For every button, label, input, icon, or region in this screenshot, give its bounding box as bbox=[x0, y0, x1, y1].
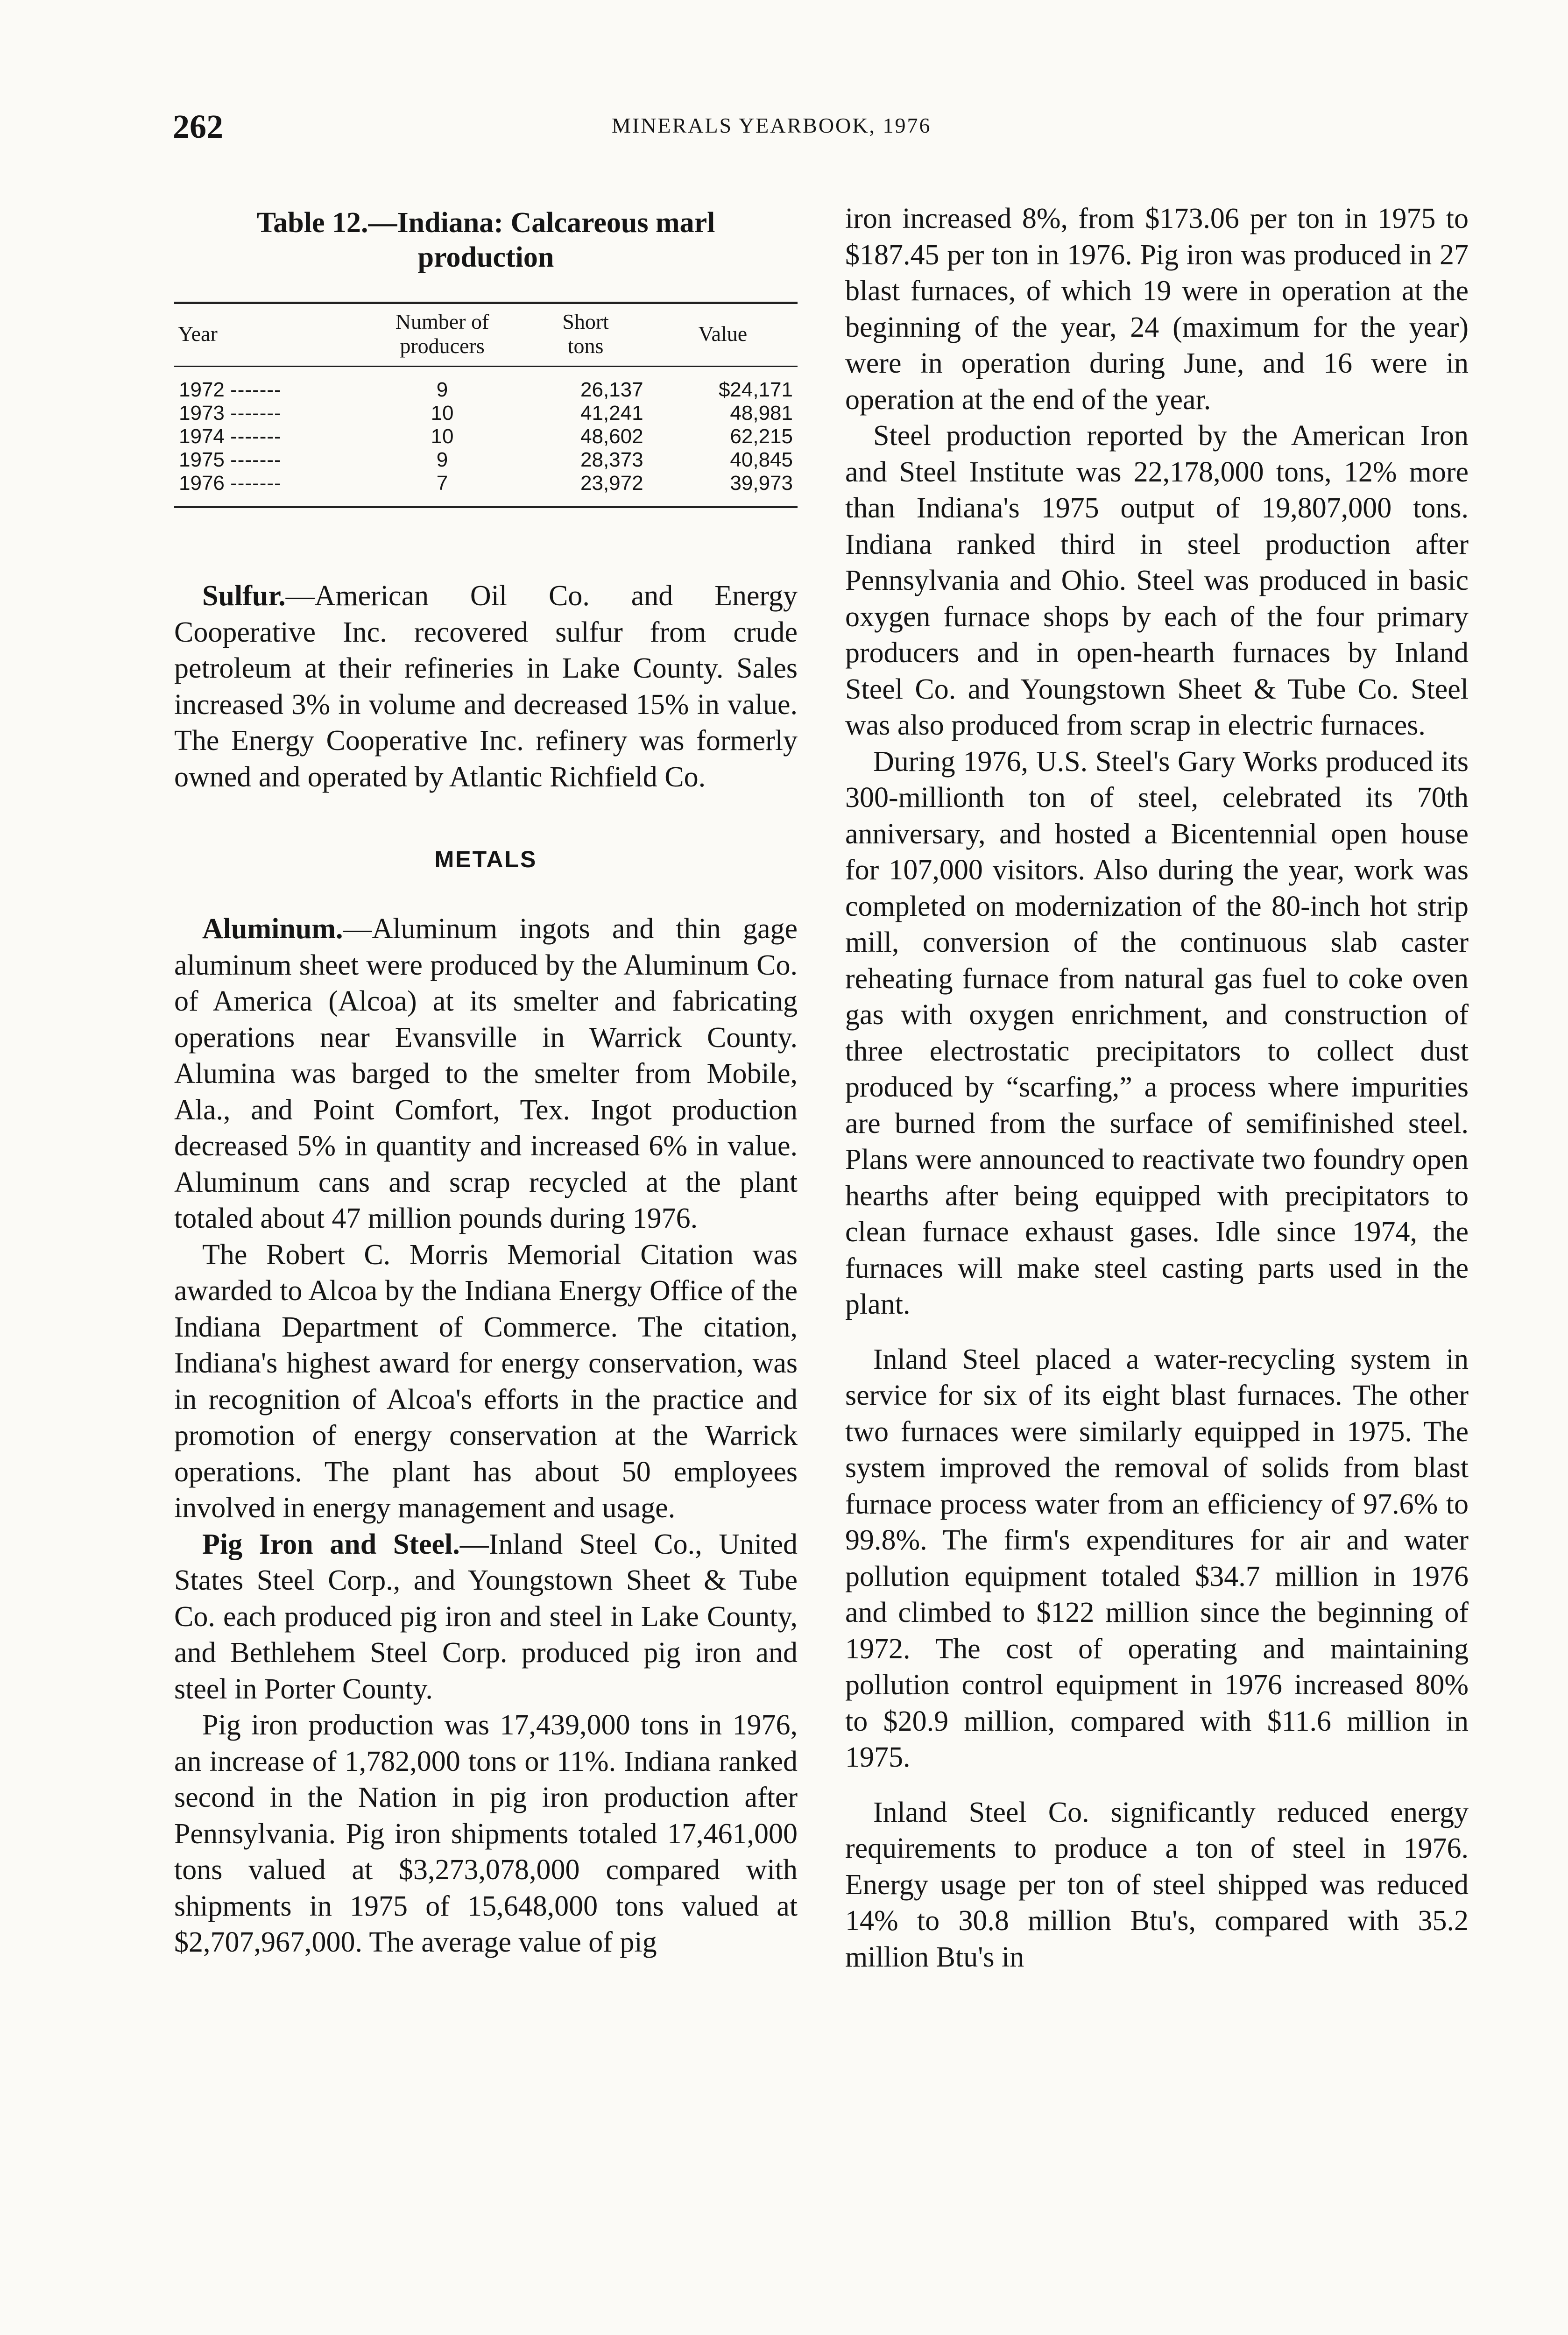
cell-year: 1972 bbox=[179, 378, 225, 401]
cell-year: 1973 bbox=[179, 402, 225, 425]
cell-producers: 9 bbox=[436, 448, 448, 471]
leader-dots: ------- bbox=[230, 378, 282, 401]
aluminum-text: —Aluminum ingots and thin gage aluminum sheet were produced by the Aluminum Co. of America (Alcoa) at its smelter and fabricating operations near Evansville in Warrick County. Alumina was barged to the smelter from Mobile, Ala., and Point Comfort, Tex. Ingot production decreased 5% in quantity and increased 6% in value. Aluminum cans and scrap recycled at the plant totaled about 47 million pounds during 1976. bbox=[174, 913, 798, 1234]
pig-iron-text: —Inland Steel Co., United States Steel Corp., and Youngstown Sheet & Tube Co. each produced pig iron and steel in Lake County, and Bethlehem Steel Corp. produced pig iron and steel in Porter County. bbox=[174, 1528, 798, 1705]
col-header-short-tons: Short tons bbox=[523, 303, 648, 367]
sulfur-heading: Sulfur. bbox=[202, 580, 286, 612]
leader-dots: ------- bbox=[230, 402, 282, 425]
cell-value: 48,981 bbox=[730, 402, 793, 425]
cell-producers: 7 bbox=[361, 472, 523, 507]
right-column bbox=[845, 201, 1469, 1975]
table-row bbox=[174, 448, 798, 472]
alcoa-citation-paragraph: The Robert C. Morris Memorial Citation was awarded to Alcoa by the Indiana Energy Office of the Indiana Department of Commerce. The citation, Indiana's highest award for energy conservation, was in recognition of Alcoa's efforts in the practice and promotion of energy conservation at the Warrick operations. The plant has about 50 employees involved in energy management and usage. bbox=[174, 1238, 798, 1524]
table-row bbox=[174, 402, 798, 425]
table-row bbox=[174, 367, 798, 402]
pig-iron-paragraph bbox=[174, 1527, 798, 1708]
cell-short-tons: 48,602 bbox=[580, 425, 643, 448]
sulfur-text: —American Oil Co. and Energy Cooperative Inc. recovered sulfur from crude petroleum at their refineries in Lake County. Sales increased 3% in volume and decreased 15% in value. The Energy Cooperative Inc. refinery was formerly owned and operated by Atlantic Richfield Co. bbox=[174, 580, 798, 793]
cell-year: 1976 bbox=[179, 472, 225, 495]
page-header bbox=[173, 107, 1480, 159]
cell-year: 1974 bbox=[179, 425, 225, 448]
leader-dots: ------- bbox=[230, 425, 282, 448]
aluminum-heading: Aluminum. bbox=[202, 913, 343, 945]
metals-heading: METALS bbox=[434, 846, 537, 872]
table-header-row bbox=[174, 303, 798, 367]
col-header-producers: Number of producers bbox=[361, 303, 523, 367]
gary-works-paragraph: During 1976, U.S. Steel's Gary Works produced its 300-millionth ton of steel, celebrated its 70th anniversary, and hosted a Bicentennial open house for 107,000 visitors. Also during the year, work was completed on modernization of the 80-inch hot strip mill, conversion of the continuous slab caster reheating furnace from natural gas fuel to coke oven gas with oxygen enrichment, and construction of three electrostatic precipitators to collect dust produced by “scarfing,” a process where impurities are burned from the surface of semifinished steel. Plans were announced to reactivate two foundry open hearths after being equipped with precipitators to clean furnace exhaust gases. Idle since 1974, the furnaces will make steel casting parts used in the plant. bbox=[845, 745, 1469, 1320]
left-column bbox=[174, 205, 798, 1961]
inland-energy-paragraph: Inland Steel Co. significantly reduced energy requirements to produce a ton of steel in 1976. Energy usage per ton of steel shipped was reduced 14% to 30.8 million Btu's, compared with 35.2 million Btu's in bbox=[845, 1796, 1469, 1973]
pig-iron-production-paragraph: Pig iron production was 17,439,000 tons in 1976, an increase of 1,782,000 tons or 11%. Indiana ranked second in the Nation in pig iron production after Pennsylvania. Pig iron shipments totaled 17,461,000 tons valued at $3,273,078,000 compared with shipments in 1975 of 15,648,000 tons valued at $2,707,967,000. The average value of pig bbox=[174, 1709, 798, 1958]
pig-iron-value-paragraph: iron increased 8%, from $173.06 per ton in 1975 to $187.45 per ton in 1976. Pig iron was produced in 27 blast furnaces, of which 19 were in operation at the beginning of the year, 24 (maximum for the year) were in operation during June, and 16 were in operation at the end of the year. bbox=[845, 203, 1469, 416]
pig-iron-heading: Pig Iron and Steel. bbox=[202, 1528, 460, 1560]
cell-value: 62,215 bbox=[730, 425, 793, 448]
cell-short-tons: 41,241 bbox=[580, 402, 643, 425]
leader-dots: ------- bbox=[230, 448, 282, 471]
table-row bbox=[174, 472, 798, 507]
cell-value: $24,171 bbox=[718, 378, 793, 401]
cell-producers: 10 bbox=[431, 402, 454, 425]
sulfur-paragraph bbox=[174, 578, 798, 795]
inland-water-recycling-paragraph: Inland Steel placed a water-recycling system in service for six of its eight blast furnaces. The other two furnaces were similarly equipped in 1975. The system improved the removal of solids from blast furnace process water from an efficiency of 97.6% to 99.8%. The firm's expenditures for air and water pollution equipment totaled $34.7 million in 1976 and climbed to $122 million since the beginning of 1972. The cost of operating and maintaining pollution control equipment in 1976 increased 80% to $20.9 million, compared with $11.6 million in 1975. bbox=[845, 1343, 1469, 1773]
cell-producers: 9 bbox=[436, 378, 448, 401]
steel-production-paragraph: Steel production reported by the American Iron and Steel Institute was 22,178,000 tons, 12% more than Indiana's 1975 output of 19,807,000 tons. Indiana ranked third in steel production after Pennsylvania and Ohio. Steel was produced in basic oxygen furnace shops by each of the four primary producers and in open-hearth furnaces by Inland Steel Co. and Youngstown Sheet & Tube Co. Steel was also produced from scrap in electric furnaces. bbox=[845, 420, 1469, 741]
cell-short-tons: 26,137 bbox=[580, 378, 643, 401]
leader-dots: ------- bbox=[230, 472, 282, 495]
cell-value: 39,973 bbox=[648, 472, 798, 507]
aluminum-paragraph bbox=[174, 911, 798, 1237]
col-header-year: Year bbox=[174, 303, 361, 367]
cell-producers: 10 bbox=[431, 425, 454, 448]
table-row bbox=[174, 425, 798, 448]
cell-year: 1975 bbox=[179, 448, 225, 471]
cell-short-tons: 23,972 bbox=[523, 472, 648, 507]
running-head: MINERALS YEARBOOK, 1976 bbox=[612, 113, 932, 137]
table-title-line-1: Table 12.—Indiana: Calcareous marl bbox=[256, 207, 715, 239]
cell-value: 40,845 bbox=[730, 448, 793, 471]
table-title-line-2: production bbox=[417, 241, 554, 273]
col-header-value: Value bbox=[648, 303, 798, 367]
marl-production-table bbox=[174, 302, 798, 508]
page-number: 262 bbox=[173, 108, 223, 145]
cell-short-tons: 28,373 bbox=[580, 448, 643, 471]
table-title bbox=[174, 205, 798, 275]
